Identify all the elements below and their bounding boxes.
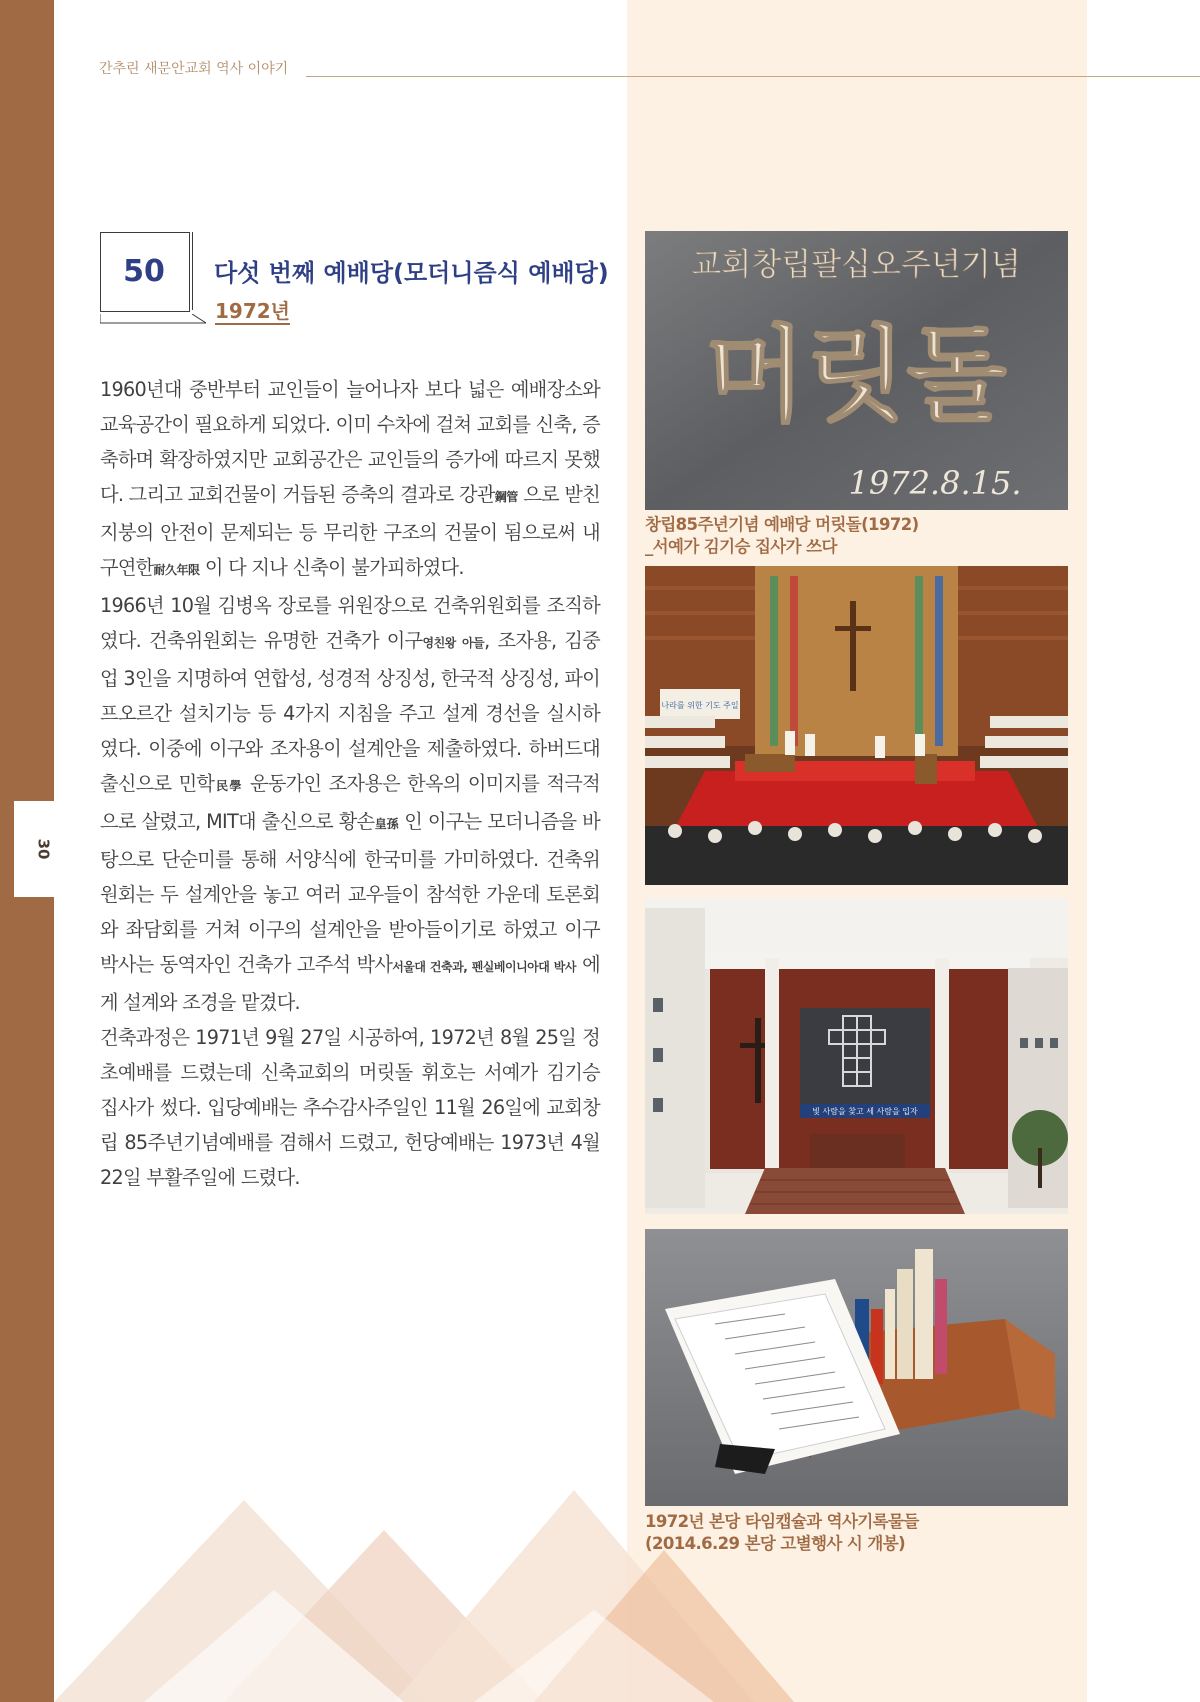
text-span: 이 다 지나 신축이 불가피하였다. [199, 556, 464, 579]
exterior-banner-text: 빛 사람을 찾고 세 사람을 입자 [812, 1107, 918, 1116]
hanja-gloss: 民學 [214, 779, 243, 793]
sanctuary-interior-photo [645, 566, 1068, 885]
cornerstone-photo [645, 231, 1068, 510]
section-year: 1972년 [215, 299, 290, 323]
page-number: 30 [34, 838, 52, 860]
paragraph-1 [100, 372, 600, 588]
caption-line: _서예가 김기승 집사가 쓰다 [645, 537, 837, 556]
text-span: , 조자용, 김중업 3인을 지명하여 연합성, 성경적 상징성, 한국적 상징성, 파이프오르간 설치기능 등 4가지 지침을 주고 설계 경선을 실시하였다. 이중에 이구와 조자용이 설계안을 제출하였다. 하버드대 출신으로 민학 [100, 629, 600, 795]
number-box-shadow [100, 314, 206, 324]
section-number: 50 [123, 253, 165, 289]
stone-main-text: 머릿돌 [705, 313, 1007, 436]
number-box-edge [192, 232, 193, 310]
interior-banner-text: 나라를 위한 기도 주일 [661, 701, 739, 710]
hanja-gloss: 耐久年限 [153, 563, 200, 577]
text-span: 운동가인 조자용은 한옥의 이미지를 적극적으로 살렸고, MIT대 출신으로 황손 [100, 772, 600, 833]
hanja-gloss: 鋼管 [494, 490, 518, 504]
caption-cornerstone [645, 514, 1075, 558]
text-span: 1966년 10월 김병옥 장로를 위원장으로 건축위원회를 조직하였다. 건축위원회는 유명한 건축가 이구 [100, 594, 600, 652]
caption-line: (2014.6.29 본당 고별행사 시 개봉) [645, 1534, 906, 1553]
gloss: 영친왕 아들 [422, 636, 485, 650]
body-text [100, 372, 600, 1195]
hanja-gloss: 皇孫 [374, 817, 399, 831]
text-span: 인 이구는 모더니즘을 바탕으로 단순미를 통해 서양식에 한국미를 가미하였다. 건축위원회는 두 설계안을 놓고 여러 교우들이 참석한 가운데 토론회와 좌담회를 거쳐 이구의 설계안을 받아들이기로 하였고 이구 박사는 동역자인 건축가 고주석 박사 [100, 810, 600, 976]
header-rule [306, 76, 1200, 77]
stone-top-text: 교회창립팔십오주년기념 [691, 247, 1021, 283]
caption-line: 1972년 본당 타임캡슐과 역사기록물들 [645, 1512, 919, 1531]
paragraph-3: 건축과정은 1971년 9월 27일 시공하여, 1972년 8월 25일 정초예배를 드렸는데 신축교회의 머릿돌 휘호는 서예가 김기승 집사가 썼다. 입당예배는 추수감사주일인 11월 26일에 교회창립 85주년기념예배를 겸해서 드렸고, 헌당예배는 1973년 4월 22일 부활주일에 드렸다. [100, 1026, 600, 1189]
running-header: 간추린 새문안교회 역사 이야기 [99, 61, 289, 77]
text-span: 에게 설계와 조경을 맡겼다. [100, 953, 601, 1014]
gloss: 서울대 건축과, 펜실베이니아대 박사 [392, 960, 576, 974]
text-span: 1960년대 중반부터 교인들이 늘어나자 보다 넓은 예배장소와 교육공간이 필요하게 되었다. 이미 수차에 걸쳐 교회를 신축, 증축하며 확장하였지만 교회공간은 교인들의 증가에 따르지 못했다. 그리고 교회건물이 거듭된 증축의 결과로 강관 [100, 378, 600, 506]
paragraph-2 [100, 588, 600, 1020]
church-exterior-photo [645, 898, 1068, 1214]
caption-time-capsule [645, 1511, 1075, 1555]
page-number-tab [14, 801, 102, 897]
section-title: 다섯 번째 예배당(모더니즘식 예배당) [214, 259, 609, 287]
caption-line: 창립85주년기념 예배당 머릿돌(1972) [645, 515, 919, 534]
stone-date-text: 1972.8.15. [848, 464, 1022, 502]
time-capsule-photo [645, 1229, 1068, 1506]
text-span: 으로 받친 지붕의 안전이 문제되는 등 무리한 구조의 건물이 됨으로써 내구연한 [100, 483, 600, 579]
